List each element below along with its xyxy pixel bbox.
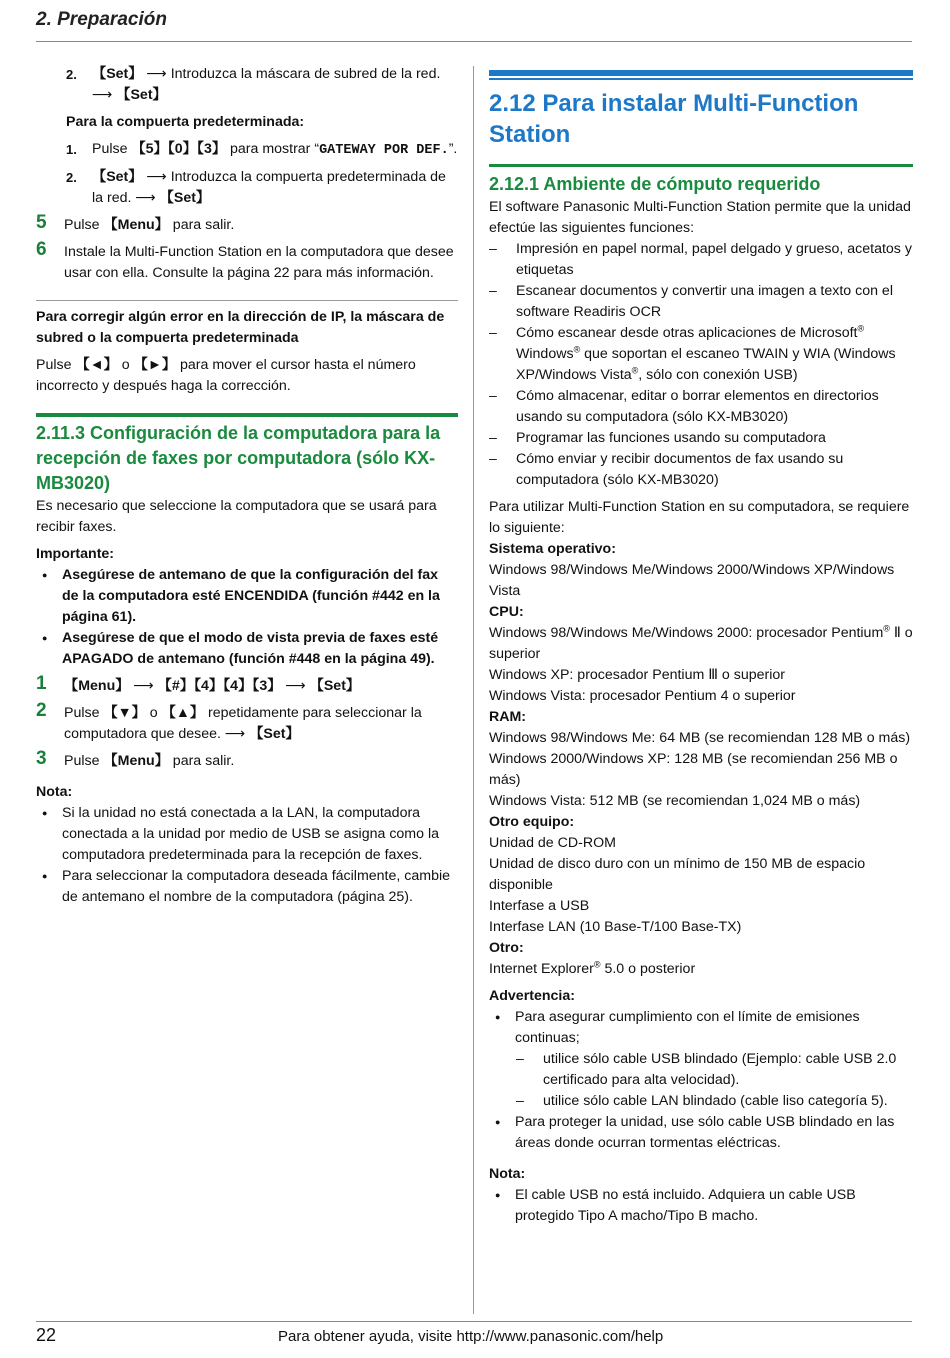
- gateway-step-2: 2. 【Set】 ⟶ Introduzca la compuerta predeterminada de la red. ⟶ 【Set】: [66, 169, 446, 206]
- warning-item-1: ● Para asegurar cumplimiento con el límite de emisiones continuas;: [489, 1007, 913, 1049]
- cpu-label: CPU:: [489, 604, 524, 620]
- warning-subitem: – utilice sólo cable USB blindado (Ejemplo: cable USB 2.0 certificado para alta velocidad).: [516, 1051, 897, 1088]
- step-5: 5 Pulse 【Menu】 para salir.: [36, 212, 235, 233]
- functions-intro: El software Panasonic Multi-Function Station permite que la unidad efectúe las siguientes funciones:: [489, 199, 911, 236]
- right-column: [489, 70, 913, 1227]
- column-divider: [473, 66, 474, 1314]
- function-item: – Cómo almacenar, editar o borrar elementos en directorios usando su computadora (sólo KX-MB3020): [489, 388, 879, 425]
- ram-line: Windows 2000/Windows XP: 128 MB (se recomiendan 256 MB o más): [489, 751, 898, 788]
- important-item-1: ● Asegúrese de antemano de que la configuración del fax de la computadora esté ENCENDIDA (función #442 en la página 61).: [36, 565, 458, 628]
- section-title-2-11-3: 2.11.3 Configuración de la computadora para la recepción de faxes por computadora (sólo KX-MB3020): [36, 423, 441, 493]
- ram-line: Windows 98/Windows Me: 64 MB (se recomiendan 128 MB o más): [489, 730, 911, 746]
- gateway-heading: Para la compuerta predeterminada:: [66, 114, 305, 130]
- warning-label: Advertencia:: [489, 988, 575, 1004]
- other-equipment-label: Otro equipo:: [489, 814, 575, 830]
- note-item-2: ● Para seleccionar la computadora deseada fácilmente, cambie de antemano el nombre de la computadora (página 25).: [36, 866, 458, 908]
- cpu-line: Windows Vista: procesador Pentium 4 o superior: [489, 688, 796, 704]
- note-item-1: ● Si la unidad no está conectada a la LAN, la computadora conectada a la unidad por medio de USB se asigna como la computadora predeterminada para la recepción de faxes.: [36, 803, 458, 866]
- subsection-title-2-12-1: 2.12.1 Ambiente de cómputo requerido: [489, 174, 821, 194]
- os-text: Windows 98/Windows Me/Windows 2000/Windows XP/Windows Vista: [489, 562, 895, 599]
- page-header-title: 2. Preparación: [36, 9, 167, 30]
- section-title-2-12: 2.12 Para instalar Multi-Function Station: [489, 90, 859, 148]
- equipment-line: Unidad de CD-ROM: [489, 835, 616, 851]
- function-item: – Cómo escanear desde otras aplicaciones de Microsoft® Windows® que soportan el escaneo TWAIN y WIA (Windows XP/Windows Vista®, sólo con conexión USB): [489, 323, 896, 383]
- cpu-line: Windows XP: procesador Pentium Ⅲ o superior: [489, 667, 786, 683]
- requirements-intro: Para utilizar Multi-Function Station en su computadora, se requiere lo siguiente:: [489, 499, 910, 536]
- subnet-step-2: 2. 【Set】 ⟶ Introduzca la máscara de subred de la red. ⟶ 【Set】: [66, 66, 441, 103]
- section-rule: [36, 413, 458, 417]
- step-6: 6 Instale la Multi-Function Station en la computadora que desee usar con ella. Consulte la página 22 para más información.: [36, 239, 454, 281]
- ram-line: Windows Vista: 512 MB (se recomiendan 1,024 MB o más): [489, 793, 861, 809]
- correct-text: Pulse 【◄】 o 【►】 para mover el cursor hasta el número incorrecto y después haga la corrección.: [36, 357, 416, 394]
- function-item: – Cómo enviar y recibir documentos de fax usando su computadora (sólo KX-MB3020): [489, 451, 844, 488]
- correct-heading: Para corregir algún error en la dirección de IP, la máscara de subred o la compuerta predeterminada: [36, 309, 445, 346]
- equipment-line: Unidad de disco duro con un mínimo de 150 MB de espacio disponible: [489, 856, 866, 893]
- config-step-3: 3 Pulse 【Menu】 para salir.: [36, 748, 235, 769]
- note-label: Nota:: [489, 1166, 526, 1182]
- footer-help-text: Para obtener ayuda, visite http://www.panasonic.com/help: [278, 1328, 664, 1345]
- section-band: [489, 70, 913, 80]
- subsection-rule: [489, 164, 913, 167]
- ram-label: RAM:: [489, 709, 527, 725]
- warning-subitem: – utilice sólo cable LAN blindado (cable liso categoría 5).: [516, 1093, 888, 1109]
- os-label: Sistema operativo:: [489, 541, 616, 557]
- important-item-2: ● Asegúrese de que el modo de vista previa de faxes esté APAGADO de antemano (función #448 en la página 49).: [36, 628, 458, 670]
- equipment-line: Interfase LAN (10 Base-T/100 Base-TX): [489, 919, 742, 935]
- note-label: Nota:: [36, 784, 73, 800]
- equipment-line: Interfase a USB: [489, 898, 590, 914]
- function-item: – Escanear documentos y convertir una imagen a texto con el software Readiris OCR: [489, 283, 893, 320]
- function-item: – Programar las funciones usando su computadora: [489, 430, 826, 446]
- left-column: [36, 64, 458, 908]
- browser-line: Internet Explorer® 5.0 o posterior: [489, 959, 696, 977]
- section-intro: Es necesario que seleccione la computadora que se usará para recibir faxes.: [36, 498, 437, 535]
- gateway-step-1: 1. Pulse 【5】【0】【3】 para mostrar “GATEWAY POR DEF.”.: [66, 141, 458, 158]
- config-step-1: 1 【Menu】 ⟶ 【#】【4】【4】【3】 ⟶ 【Set】: [36, 673, 361, 694]
- config-step-2: 2 Pulse 【▼】 o 【▲】 repetidamente para seleccionar la computadora que desee. ⟶ 【Set】: [36, 700, 422, 742]
- header-rule: [36, 41, 912, 42]
- function-item: – Impresión en papel normal, papel delgado y grueso, acetatos y etiquetas: [489, 241, 912, 278]
- warning-item-2: ● Para proteger la unidad, use sólo cable USB blindado en las áreas donde ocurran tormentas eléctricas.: [489, 1112, 913, 1154]
- other-label: Otro:: [489, 940, 524, 956]
- cpu-line: Windows 98/Windows Me/Windows 2000: procesador Pentium® Ⅱ o superior: [489, 623, 913, 662]
- important-label: Importante:: [36, 546, 115, 562]
- footer-rule: [36, 1321, 912, 1322]
- note-item: ● El cable USB no está incluido. Adquiera un cable USB protegido Tipo A macho/Tipo B macho.: [489, 1185, 913, 1227]
- page-number: 22: [36, 1325, 57, 1345]
- section-separator: [36, 300, 458, 301]
